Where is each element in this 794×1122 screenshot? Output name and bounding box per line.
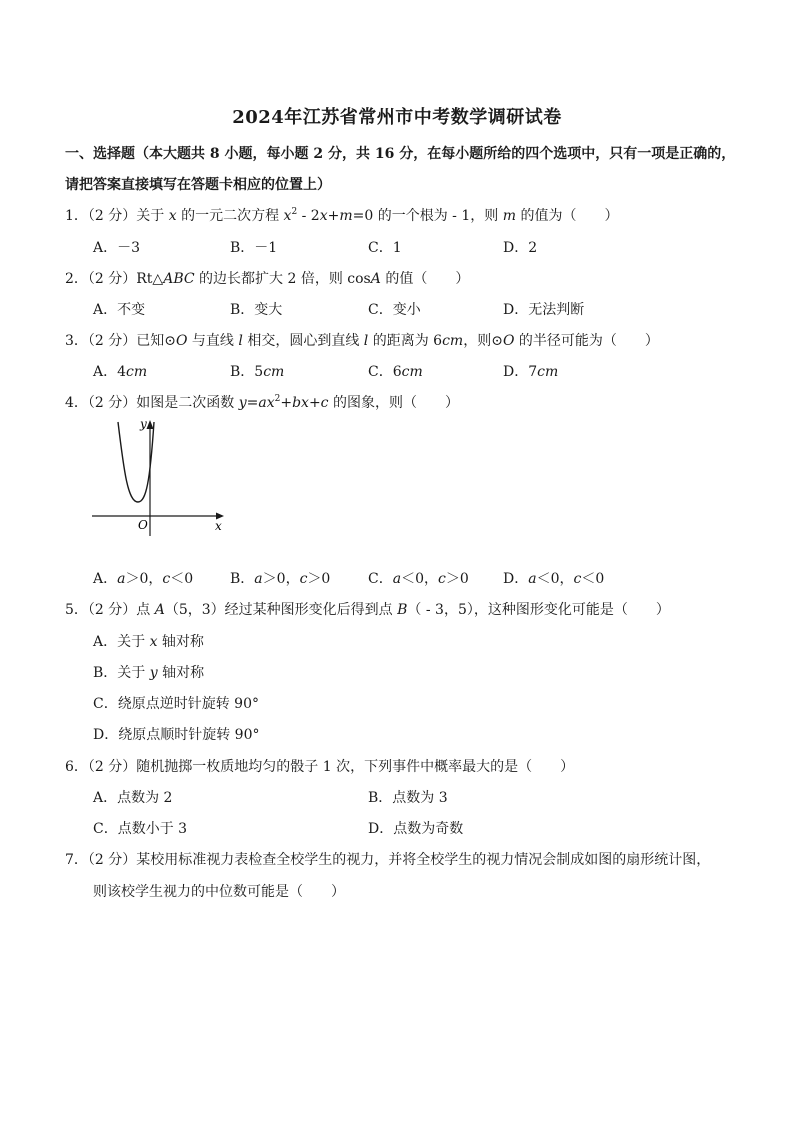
var: ABC [163, 271, 195, 287]
q4-option-a[interactable] [93, 570, 193, 588]
var: O [176, 333, 188, 349]
var: c [299, 571, 308, 587]
question-7-stem-line1: 7．（2 分）某校用标准视力表检查全校学生的视力，并将全校学生的视力情况会制成如图的扇形统计图， [65, 852, 711, 868]
var: =ax [246, 395, 275, 411]
text: D． [503, 571, 529, 587]
var: x [168, 208, 177, 224]
text: 2．（2 分）Rt△ [65, 271, 164, 287]
text: C． [368, 571, 393, 587]
q1-option-d[interactable]: D．2 [503, 240, 538, 256]
var: +m [327, 208, 353, 224]
text: ，则⊙ [463, 333, 503, 349]
unit: cm [263, 364, 285, 380]
q3-option-c[interactable] [368, 363, 423, 381]
q3-option-d[interactable] [503, 363, 558, 381]
question-2-stem [65, 270, 469, 288]
var: x [149, 634, 158, 650]
text: ＞0 [307, 571, 331, 587]
q5-option-d[interactable]: D．绕原点顺时针旋转 90° [93, 727, 260, 743]
var: l [238, 333, 243, 349]
var: O [502, 333, 515, 349]
text: 的边长都扩大 2 倍，则 cos [194, 271, 371, 287]
text: 的一元二次方程 [176, 208, 284, 224]
text: ＞0， [125, 571, 163, 587]
text: 的距离为 6 [368, 333, 443, 349]
q2-option-c[interactable]: C．变小 [368, 302, 421, 318]
q5-option-c[interactable]: C．绕原点逆时针旋转 90° [93, 696, 259, 712]
y-axis-arrow [147, 420, 154, 429]
q4-option-d[interactable] [503, 570, 604, 588]
text: B．关于 [93, 665, 150, 681]
section-heading-line1: 一、选择题（本大题共 8 小题，每小题 2 分，共 16 分，在每小题所给的四个选项中，只有一项是正确的， [65, 146, 736, 162]
q2-option-a[interactable]: A．不变 [93, 302, 146, 318]
text: 的值为（ ） [516, 208, 619, 224]
q6-option-c[interactable]: C．点数小于 3 [93, 821, 188, 837]
q5-option-b[interactable] [93, 664, 204, 682]
origin-label: O [138, 518, 148, 532]
var: m [502, 208, 516, 224]
text: （5，3）经过某种图形变化后得到点 [164, 602, 398, 618]
q5-option-a[interactable] [93, 633, 204, 651]
text: ＜0， [401, 571, 438, 587]
text: C．6 [368, 364, 402, 380]
text: 5．（2 分）点 [65, 602, 155, 618]
q2-option-b[interactable]: B．变大 [230, 302, 283, 318]
var: a [117, 571, 126, 587]
var: y [238, 395, 247, 411]
text: D．7 [503, 364, 538, 380]
unit: cm [537, 364, 559, 380]
text: ＞0 [445, 571, 469, 587]
q2-option-d[interactable]: D．无法判断 [503, 302, 585, 318]
text: ＜0， [536, 571, 574, 587]
exponent: 2 [274, 394, 281, 404]
question-1-stem [65, 207, 618, 225]
var: y [149, 665, 158, 681]
q1-option-b[interactable]: B．－1 [230, 240, 278, 256]
text: A． [93, 571, 118, 587]
var: a [254, 571, 263, 587]
text: 的半径可能为（ ） [514, 333, 659, 349]
var: c [162, 571, 171, 587]
text: ＞0， [262, 571, 300, 587]
parabola-curve [118, 422, 154, 502]
y-axis-label: y [140, 417, 147, 431]
q1-option-c[interactable]: C．1 [368, 240, 402, 256]
var: x [319, 208, 328, 224]
q4-option-c[interactable] [368, 570, 469, 588]
text: B． [230, 571, 255, 587]
x-axis-label: x [215, 519, 222, 533]
text: 的图象，则（ ） [328, 395, 459, 411]
q1-option-a[interactable]: A．－3 [93, 240, 141, 256]
parabola-graph [88, 412, 238, 540]
question-4-stem [65, 394, 459, 412]
text: 轴对称 [157, 634, 204, 650]
question-7-stem-line2: 则该校学生视力的中位数可能是（ ） [93, 884, 345, 900]
var: x [283, 208, 292, 224]
var: c [438, 571, 446, 587]
q3-option-a[interactable] [93, 363, 147, 381]
section-heading-line2: 请把答案直接填写在答题卡相应的位置上） [65, 177, 331, 193]
var: a [528, 571, 537, 587]
var: B [397, 602, 408, 618]
unit: cm [126, 364, 148, 380]
text: - 2 [297, 208, 320, 224]
text: A．关于 [93, 634, 150, 650]
text: 4．（2 分）如图是二次函数 [65, 395, 239, 411]
q6-option-d[interactable]: D．点数为奇数 [368, 821, 464, 837]
var: l [363, 333, 369, 349]
q3-option-b[interactable] [230, 363, 284, 381]
text: 的值（ ） [380, 271, 470, 287]
var: +bx+c [280, 395, 329, 411]
text: （ - 3，5），这种图形变化可能是（ ） [407, 602, 670, 618]
var: c [573, 571, 582, 587]
text: 3．（2 分）已知⊙ [65, 333, 176, 349]
q6-option-b[interactable]: B．点数为 3 [368, 790, 448, 806]
question-6-stem: 6．（2 分）随机抛掷一枚质地均匀的骰子 1 次，下列事件中概率最大的是（ ） [65, 759, 575, 775]
var: A [154, 602, 165, 618]
var: A [370, 271, 381, 287]
text: ＜0 [581, 571, 605, 587]
text: 轴对称 [157, 665, 205, 681]
text: =0 的一个根为 - 1，则 [352, 208, 503, 224]
text: 相交，圆心到直线 [242, 333, 364, 349]
question-3-stem [65, 332, 659, 350]
text: ＜0 [170, 571, 194, 587]
q6-option-a[interactable]: A．点数为 2 [93, 790, 173, 806]
unit: cm [442, 333, 464, 349]
text: 与直线 [187, 333, 239, 349]
question-5-stem [65, 601, 670, 619]
text: 1．（2 分）关于 [65, 208, 169, 224]
unit: cm [401, 364, 423, 380]
var: a [392, 571, 402, 587]
page-title: 2024年江苏省常州市中考数学调研试卷 [232, 107, 562, 128]
exponent: 2 [291, 207, 298, 217]
text: A．4 [93, 364, 127, 380]
q4-option-b[interactable] [230, 570, 330, 588]
text: B．5 [230, 364, 264, 380]
